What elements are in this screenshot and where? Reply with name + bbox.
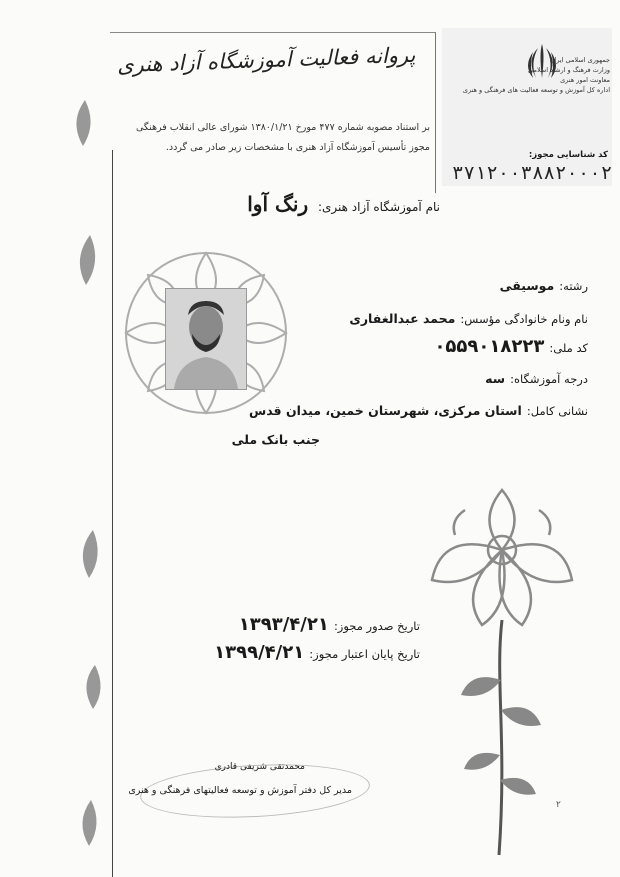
signatory-title: مدیر کل دفتر آموزش و توسعه فعالیتهای فرهنگی و هنری [128,785,352,796]
school-name-label: نام آموزشگاه آزاد هنری: [317,200,440,214]
field-label: رشته: [559,279,588,293]
national-id-value: ۰۵۵۹۰۱۸۲۲۳ [434,336,545,357]
seal-line-2: وزارت فرهنگ و ارشاد اسلامی [528,66,610,74]
expiry-date-row [214,642,420,663]
grade-value: سه [485,371,506,386]
issue-date-label: تاریخ صدور مجوز: [333,619,420,633]
expiry-date-label: تاریخ پایان اعتبار مجوز: [309,647,420,661]
national-id-label: کد ملی: [549,341,588,355]
address-label: نشانی کامل: [526,404,588,418]
preamble [136,118,430,158]
field-row [500,275,588,294]
founder-label: نام ونام خانوادگی مؤسس: [460,312,588,326]
preamble-line-1: بر استناد مصوبه شماره ۴۷۷ مورخ ۱۳۸۰/۱/۲۱ شورای عالی انقلاب فرهنگی [135,122,430,133]
founder-photo [165,288,247,390]
address-value: استان مرکزی، شهرستان خمین، میدان قدس [248,403,522,418]
issue-date-row [239,614,420,635]
founder-value: محمد عبدالغفاری [349,311,456,326]
leaf-ornaments [55,100,135,877]
address-row [249,400,588,419]
seal-line-3: معاونت امور هنری [560,76,610,84]
founder-row [349,308,588,327]
license-code-label: کد شناسایی مجوز: [528,150,608,160]
license-code-value: ۳۷۱۲۰۰۳۸۸۲۰۰۰۲ [452,162,613,184]
address-line-2: جنب بانک ملی [231,432,320,447]
field-value: موسیقی [499,278,555,293]
seal-line-1: جمهوری اسلامی ایران [549,56,610,64]
preamble-line-2: مجوز تأسیس آموزشگاه آزاد هنری با مشخصات زیر صادر می گردد. [165,142,430,153]
grade-label: درجه آموزشگاه: [510,372,588,386]
seal-text [463,55,610,95]
school-name: رنگ آوا [247,192,309,216]
school-name-row [247,192,440,216]
document-title: پروانه فعالیت آموزشگاه آزاد هنری [116,42,416,78]
signatory-name: محمدتقی شریفی قادری [214,762,305,772]
page-number: ۲ [556,800,561,810]
national-id-row [434,336,588,357]
grade-row [485,368,588,387]
seal-line-4: اداره کل آموزش و توسعه فعالیت های فرهنگی و هنری [462,86,610,94]
expiry-date-value: ۱۳۹۹/۴/۲۱ [214,642,305,663]
person-portrait-icon [166,289,246,389]
issue-date-value: ۱۳۹۳/۴/۲۱ [238,614,329,635]
